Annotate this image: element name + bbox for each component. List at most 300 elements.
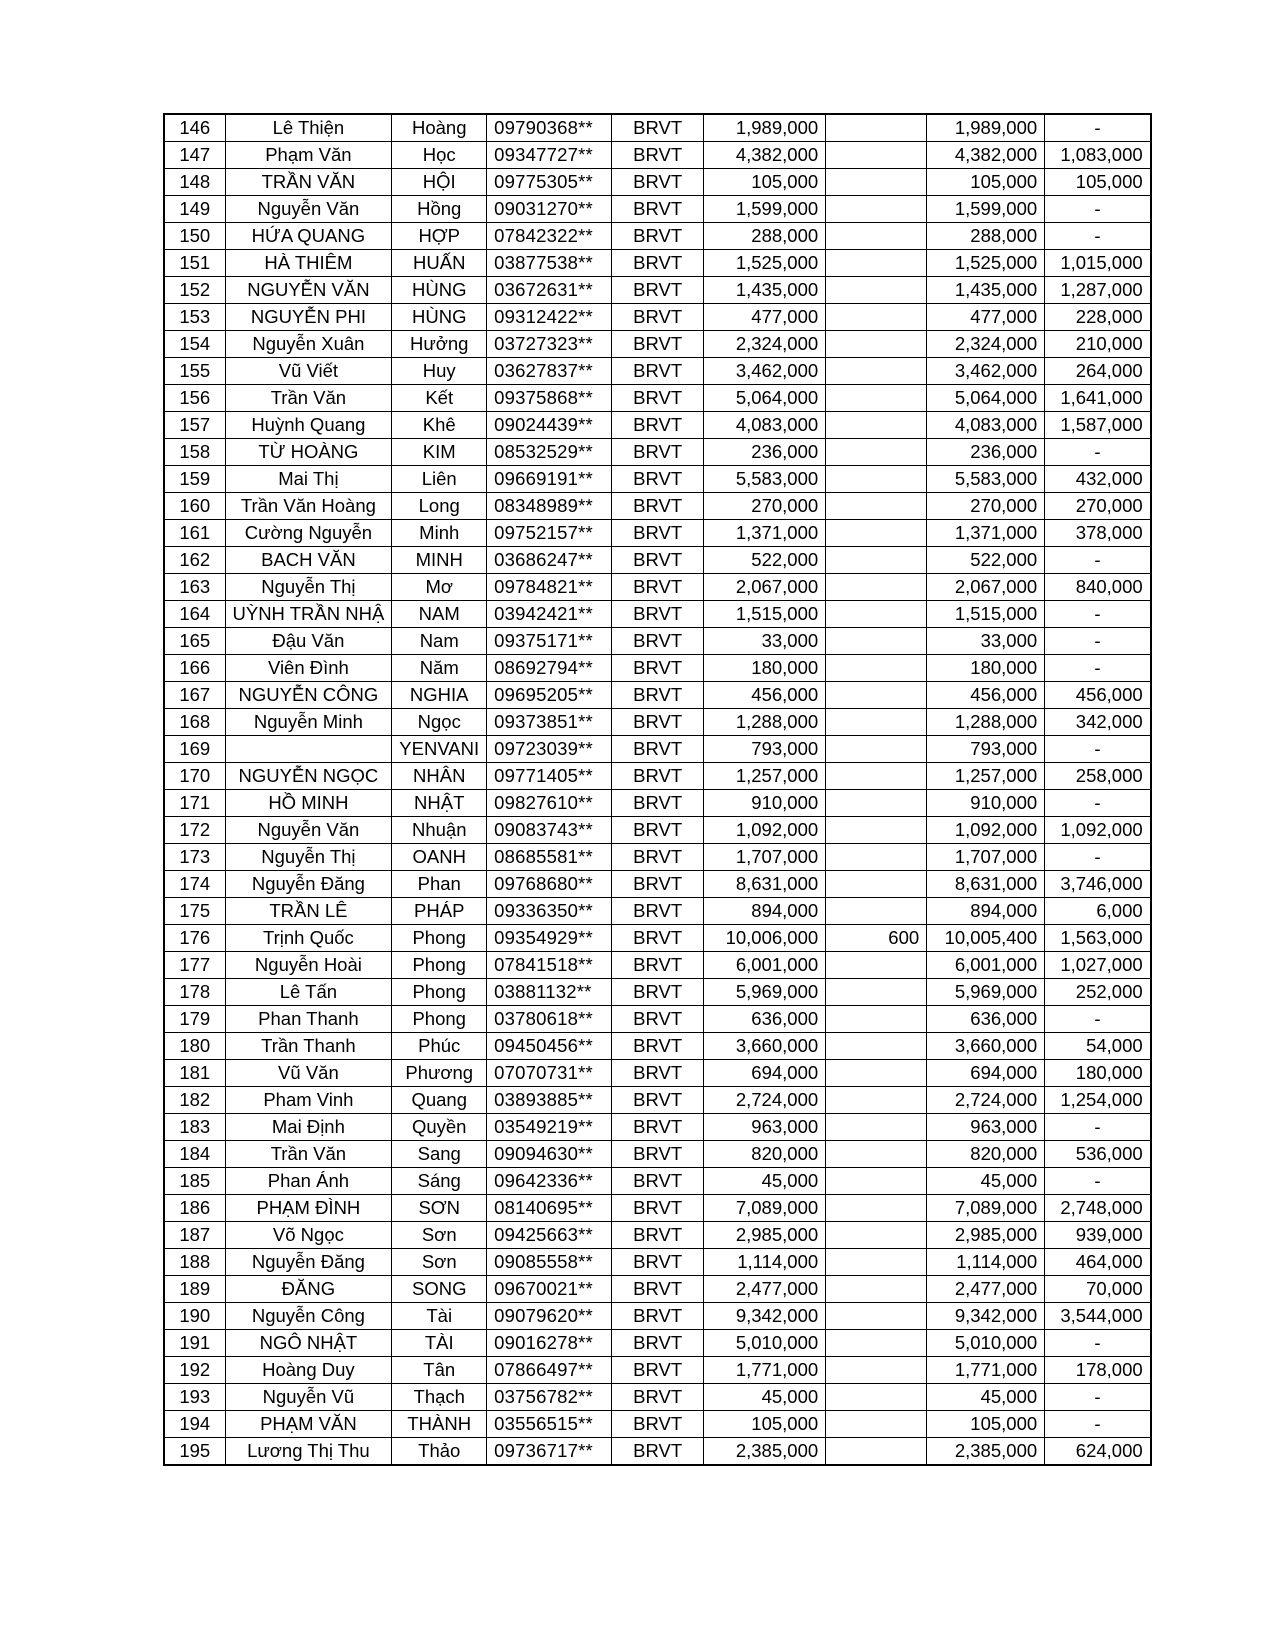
phone-number: 09083743** bbox=[487, 817, 612, 844]
last-name: Hoàng Duy bbox=[225, 1357, 392, 1384]
region: BRVT bbox=[612, 763, 704, 790]
region: BRVT bbox=[612, 790, 704, 817]
deduction bbox=[826, 250, 927, 277]
region: BRVT bbox=[612, 601, 704, 628]
first-name: MINH bbox=[392, 547, 487, 574]
region: BRVT bbox=[612, 1006, 704, 1033]
net-amount: 2,385,000 bbox=[927, 1438, 1045, 1466]
first-name: Nhuận bbox=[392, 817, 487, 844]
first-name: NHẬT bbox=[392, 790, 487, 817]
phone-number: 09347727** bbox=[487, 142, 612, 169]
table-row bbox=[164, 817, 1151, 844]
phone-number: 09670021** bbox=[487, 1276, 612, 1303]
phone-number: 09079620** bbox=[487, 1303, 612, 1330]
deduction bbox=[826, 1438, 927, 1466]
last-name: PHẠM ĐÌNH bbox=[225, 1195, 392, 1222]
region: BRVT bbox=[612, 1357, 704, 1384]
row-number: 188 bbox=[164, 1249, 225, 1276]
amount: 236,000 bbox=[704, 439, 826, 466]
amount: 456,000 bbox=[704, 682, 826, 709]
last-name: Mai Thị bbox=[225, 466, 392, 493]
row-number: 190 bbox=[164, 1303, 225, 1330]
last-name: HỨA QUANG bbox=[225, 223, 392, 250]
last-name: ĐĂNG bbox=[225, 1276, 392, 1303]
first-name: Thạch bbox=[392, 1384, 487, 1411]
region: BRVT bbox=[612, 952, 704, 979]
phone-number: 03780618** bbox=[487, 1006, 612, 1033]
extra-amount: 464,000 bbox=[1045, 1249, 1151, 1276]
phone-number: 03756782** bbox=[487, 1384, 612, 1411]
phone-number: 08348989** bbox=[487, 493, 612, 520]
extra-amount: 432,000 bbox=[1045, 466, 1151, 493]
first-name: Sơn bbox=[392, 1249, 487, 1276]
first-name: Phong bbox=[392, 979, 487, 1006]
row-number: 157 bbox=[164, 412, 225, 439]
first-name: Hưởng bbox=[392, 331, 487, 358]
phone-number: 09024439** bbox=[487, 412, 612, 439]
phone-number: 03727323** bbox=[487, 331, 612, 358]
table-row bbox=[164, 385, 1151, 412]
row-number: 172 bbox=[164, 817, 225, 844]
region: BRVT bbox=[612, 574, 704, 601]
table-row bbox=[164, 601, 1151, 628]
extra-amount: 1,641,000 bbox=[1045, 385, 1151, 412]
first-name: KIM bbox=[392, 439, 487, 466]
amount: 793,000 bbox=[704, 736, 826, 763]
net-amount: 1,371,000 bbox=[927, 520, 1045, 547]
first-name: SƠN bbox=[392, 1195, 487, 1222]
amount: 1,989,000 bbox=[704, 114, 826, 142]
amount: 1,525,000 bbox=[704, 250, 826, 277]
table-row bbox=[164, 1384, 1151, 1411]
phone-number: 03549219** bbox=[487, 1114, 612, 1141]
region: BRVT bbox=[612, 979, 704, 1006]
deduction bbox=[826, 1087, 927, 1114]
amount: 6,001,000 bbox=[704, 952, 826, 979]
row-number: 151 bbox=[164, 250, 225, 277]
phone-number: 09085558** bbox=[487, 1249, 612, 1276]
last-name: UỲNH TRẦN NHẬ bbox=[225, 601, 392, 628]
region: BRVT bbox=[612, 547, 704, 574]
net-amount: 288,000 bbox=[927, 223, 1045, 250]
last-name: Viên Đình bbox=[225, 655, 392, 682]
extra-amount: - bbox=[1045, 1384, 1151, 1411]
phone-number: 09827610** bbox=[487, 790, 612, 817]
last-name: Phan Ánh bbox=[225, 1168, 392, 1195]
extra-amount: 1,015,000 bbox=[1045, 250, 1151, 277]
net-amount: 820,000 bbox=[927, 1141, 1045, 1168]
phone-number: 09736717** bbox=[487, 1438, 612, 1466]
table-row bbox=[164, 547, 1151, 574]
last-name: Võ Ngọc bbox=[225, 1222, 392, 1249]
first-name: HUẤN bbox=[392, 250, 487, 277]
phone-number: 09354929** bbox=[487, 925, 612, 952]
table-row bbox=[164, 844, 1151, 871]
table-row bbox=[164, 1087, 1151, 1114]
row-number: 154 bbox=[164, 331, 225, 358]
region: BRVT bbox=[612, 439, 704, 466]
region: BRVT bbox=[612, 142, 704, 169]
deduction bbox=[826, 1141, 927, 1168]
extra-amount: - bbox=[1045, 736, 1151, 763]
row-number: 185 bbox=[164, 1168, 225, 1195]
last-name: Trần Văn bbox=[225, 385, 392, 412]
row-number: 149 bbox=[164, 196, 225, 223]
amount: 1,771,000 bbox=[704, 1357, 826, 1384]
phone-number: 09771405** bbox=[487, 763, 612, 790]
row-number: 162 bbox=[164, 547, 225, 574]
deduction bbox=[826, 1384, 927, 1411]
first-name: Khê bbox=[392, 412, 487, 439]
amount: 45,000 bbox=[704, 1168, 826, 1195]
row-number: 182 bbox=[164, 1087, 225, 1114]
amount: 2,985,000 bbox=[704, 1222, 826, 1249]
amount: 820,000 bbox=[704, 1141, 826, 1168]
table-row bbox=[164, 952, 1151, 979]
first-name: Nam bbox=[392, 628, 487, 655]
region: BRVT bbox=[612, 655, 704, 682]
extra-amount: 378,000 bbox=[1045, 520, 1151, 547]
row-number: 195 bbox=[164, 1438, 225, 1466]
row-number: 156 bbox=[164, 385, 225, 412]
amount: 1,707,000 bbox=[704, 844, 826, 871]
amount: 5,010,000 bbox=[704, 1330, 826, 1357]
net-amount: 2,324,000 bbox=[927, 331, 1045, 358]
last-name: Mai Định bbox=[225, 1114, 392, 1141]
table-row bbox=[164, 1357, 1151, 1384]
table-row bbox=[164, 1411, 1151, 1438]
deduction bbox=[826, 871, 927, 898]
net-amount: 1,257,000 bbox=[927, 763, 1045, 790]
first-name: Quang bbox=[392, 1087, 487, 1114]
deduction bbox=[826, 709, 927, 736]
table-row bbox=[164, 412, 1151, 439]
last-name: NGUYỄN NGỌC bbox=[225, 763, 392, 790]
first-name: YENVANI bbox=[392, 736, 487, 763]
table-row bbox=[164, 196, 1151, 223]
extra-amount: 70,000 bbox=[1045, 1276, 1151, 1303]
table-row bbox=[164, 358, 1151, 385]
region: BRVT bbox=[612, 682, 704, 709]
phone-number: 09450456** bbox=[487, 1033, 612, 1060]
net-amount: 477,000 bbox=[927, 304, 1045, 331]
phone-number: 09752157** bbox=[487, 520, 612, 547]
region: BRVT bbox=[612, 1222, 704, 1249]
table-row bbox=[164, 304, 1151, 331]
row-number: 168 bbox=[164, 709, 225, 736]
deduction bbox=[826, 385, 927, 412]
table-row bbox=[164, 1330, 1151, 1357]
amount: 522,000 bbox=[704, 547, 826, 574]
phone-number: 09016278** bbox=[487, 1330, 612, 1357]
last-name: TRẦN VĂN bbox=[225, 169, 392, 196]
row-number: 192 bbox=[164, 1357, 225, 1384]
table-row bbox=[164, 763, 1151, 790]
table-row bbox=[164, 1114, 1151, 1141]
row-number: 194 bbox=[164, 1411, 225, 1438]
net-amount: 1,435,000 bbox=[927, 277, 1045, 304]
extra-amount: 252,000 bbox=[1045, 979, 1151, 1006]
amount: 180,000 bbox=[704, 655, 826, 682]
table-row bbox=[164, 1249, 1151, 1276]
row-number: 153 bbox=[164, 304, 225, 331]
first-name: Thảo bbox=[392, 1438, 487, 1466]
first-name: Sáng bbox=[392, 1168, 487, 1195]
region: BRVT bbox=[612, 871, 704, 898]
table-row bbox=[164, 1060, 1151, 1087]
extra-amount: 456,000 bbox=[1045, 682, 1151, 709]
amount: 5,064,000 bbox=[704, 385, 826, 412]
table-row bbox=[164, 142, 1151, 169]
last-name: Phạm Văn bbox=[225, 142, 392, 169]
last-name: Nguyễn Đăng bbox=[225, 871, 392, 898]
amount: 694,000 bbox=[704, 1060, 826, 1087]
row-number: 176 bbox=[164, 925, 225, 952]
region: BRVT bbox=[612, 898, 704, 925]
net-amount: 636,000 bbox=[927, 1006, 1045, 1033]
last-name: Nguyễn Thị bbox=[225, 844, 392, 871]
last-name: NGUYỄN PHI bbox=[225, 304, 392, 331]
net-amount: 6,001,000 bbox=[927, 952, 1045, 979]
extra-amount: 105,000 bbox=[1045, 169, 1151, 196]
amount: 105,000 bbox=[704, 169, 826, 196]
region: BRVT bbox=[612, 1384, 704, 1411]
table-row bbox=[164, 1006, 1151, 1033]
phone-number: 09094630** bbox=[487, 1141, 612, 1168]
deduction bbox=[826, 817, 927, 844]
row-number: 181 bbox=[164, 1060, 225, 1087]
region: BRVT bbox=[612, 1141, 704, 1168]
net-amount: 4,083,000 bbox=[927, 412, 1045, 439]
amount: 3,660,000 bbox=[704, 1033, 826, 1060]
last-name: NGUYỄN CÔNG bbox=[225, 682, 392, 709]
table-row bbox=[164, 736, 1151, 763]
extra-amount: - bbox=[1045, 1114, 1151, 1141]
extra-amount: 228,000 bbox=[1045, 304, 1151, 331]
net-amount: 4,382,000 bbox=[927, 142, 1045, 169]
region: BRVT bbox=[612, 250, 704, 277]
amount: 1,371,000 bbox=[704, 520, 826, 547]
last-name: Nguyễn Văn bbox=[225, 196, 392, 223]
deduction bbox=[826, 466, 927, 493]
last-name: Nguyễn Văn bbox=[225, 817, 392, 844]
region: BRVT bbox=[612, 1303, 704, 1330]
last-name: Vũ Văn bbox=[225, 1060, 392, 1087]
region: BRVT bbox=[612, 520, 704, 547]
first-name: Huy bbox=[392, 358, 487, 385]
net-amount: 33,000 bbox=[927, 628, 1045, 655]
net-amount: 105,000 bbox=[927, 169, 1045, 196]
deduction bbox=[826, 493, 927, 520]
last-name: Vũ Viết bbox=[225, 358, 392, 385]
phone-number: 08692794** bbox=[487, 655, 612, 682]
amount: 1,435,000 bbox=[704, 277, 826, 304]
last-name: Đậu Văn bbox=[225, 628, 392, 655]
amount: 894,000 bbox=[704, 898, 826, 925]
table-row bbox=[164, 1195, 1151, 1222]
amount: 2,067,000 bbox=[704, 574, 826, 601]
first-name: Phong bbox=[392, 925, 487, 952]
last-name: Nguyễn Công bbox=[225, 1303, 392, 1330]
amount: 1,092,000 bbox=[704, 817, 826, 844]
net-amount: 8,631,000 bbox=[927, 871, 1045, 898]
region: BRVT bbox=[612, 114, 704, 142]
row-number: 191 bbox=[164, 1330, 225, 1357]
region: BRVT bbox=[612, 1249, 704, 1276]
extra-amount: 624,000 bbox=[1045, 1438, 1151, 1466]
table-row bbox=[164, 709, 1151, 736]
row-number: 152 bbox=[164, 277, 225, 304]
deduction bbox=[826, 223, 927, 250]
net-amount: 1,599,000 bbox=[927, 196, 1045, 223]
phone-number: 09642336** bbox=[487, 1168, 612, 1195]
row-number: 167 bbox=[164, 682, 225, 709]
extra-amount: 3,544,000 bbox=[1045, 1303, 1151, 1330]
deduction bbox=[826, 1006, 927, 1033]
region: BRVT bbox=[612, 169, 704, 196]
last-name: Nguyễn Thị bbox=[225, 574, 392, 601]
extra-amount: - bbox=[1045, 1168, 1151, 1195]
amount: 963,000 bbox=[704, 1114, 826, 1141]
row-number: 189 bbox=[164, 1276, 225, 1303]
first-name: Năm bbox=[392, 655, 487, 682]
extra-amount: 2,748,000 bbox=[1045, 1195, 1151, 1222]
deduction bbox=[826, 1060, 927, 1087]
extra-amount: - bbox=[1045, 790, 1151, 817]
deduction bbox=[826, 1249, 927, 1276]
last-name: Nguyễn Xuân bbox=[225, 331, 392, 358]
net-amount: 1,771,000 bbox=[927, 1357, 1045, 1384]
row-number: 166 bbox=[164, 655, 225, 682]
last-name: PHẠM VĂN bbox=[225, 1411, 392, 1438]
extra-amount: 1,563,000 bbox=[1045, 925, 1151, 952]
phone-number: 09669191** bbox=[487, 466, 612, 493]
extra-amount: - bbox=[1045, 439, 1151, 466]
first-name: THÀNH bbox=[392, 1411, 487, 1438]
first-name: SONG bbox=[392, 1276, 487, 1303]
extra-amount: 264,000 bbox=[1045, 358, 1151, 385]
extra-amount: - bbox=[1045, 601, 1151, 628]
table-row bbox=[164, 493, 1151, 520]
deduction bbox=[826, 304, 927, 331]
row-number: 164 bbox=[164, 601, 225, 628]
amount: 33,000 bbox=[704, 628, 826, 655]
first-name: Sang bbox=[392, 1141, 487, 1168]
first-name: Minh bbox=[392, 520, 487, 547]
amount: 1,515,000 bbox=[704, 601, 826, 628]
phone-number: 09723039** bbox=[487, 736, 612, 763]
first-name: HỘI bbox=[392, 169, 487, 196]
last-name: Huỳnh Quang bbox=[225, 412, 392, 439]
net-amount: 1,989,000 bbox=[927, 114, 1045, 142]
table-row bbox=[164, 655, 1151, 682]
row-number: 177 bbox=[164, 952, 225, 979]
first-name: Học bbox=[392, 142, 487, 169]
net-amount: 7,089,000 bbox=[927, 1195, 1045, 1222]
net-amount: 180,000 bbox=[927, 655, 1045, 682]
net-amount: 1,707,000 bbox=[927, 844, 1045, 871]
row-number: 174 bbox=[164, 871, 225, 898]
amount: 4,083,000 bbox=[704, 412, 826, 439]
first-name: Tài bbox=[392, 1303, 487, 1330]
extra-amount: 210,000 bbox=[1045, 331, 1151, 358]
payment-table bbox=[163, 113, 1152, 1466]
amount: 1,288,000 bbox=[704, 709, 826, 736]
table-row bbox=[164, 1303, 1151, 1330]
region: BRVT bbox=[612, 1411, 704, 1438]
phone-number: 09790368** bbox=[487, 114, 612, 142]
row-number: 150 bbox=[164, 223, 225, 250]
net-amount: 2,724,000 bbox=[927, 1087, 1045, 1114]
net-amount: 910,000 bbox=[927, 790, 1045, 817]
last-name: Nguyễn Đăng bbox=[225, 1249, 392, 1276]
amount: 1,114,000 bbox=[704, 1249, 826, 1276]
amount: 2,324,000 bbox=[704, 331, 826, 358]
first-name: Phong bbox=[392, 952, 487, 979]
extra-amount: - bbox=[1045, 1330, 1151, 1357]
table-row bbox=[164, 979, 1151, 1006]
table-row bbox=[164, 169, 1151, 196]
table-row bbox=[164, 520, 1151, 547]
row-number: 178 bbox=[164, 979, 225, 1006]
extra-amount: 180,000 bbox=[1045, 1060, 1151, 1087]
last-name: Lê Tấn bbox=[225, 979, 392, 1006]
last-name: TRẦN LÊ bbox=[225, 898, 392, 925]
last-name bbox=[225, 736, 392, 763]
extra-amount: 1,083,000 bbox=[1045, 142, 1151, 169]
extra-amount: 270,000 bbox=[1045, 493, 1151, 520]
table-row bbox=[164, 250, 1151, 277]
row-number: 158 bbox=[164, 439, 225, 466]
amount: 2,477,000 bbox=[704, 1276, 826, 1303]
row-number: 183 bbox=[164, 1114, 225, 1141]
region: BRVT bbox=[612, 331, 704, 358]
first-name: Phúc bbox=[392, 1033, 487, 1060]
region: BRVT bbox=[612, 223, 704, 250]
phone-number: 09784821** bbox=[487, 574, 612, 601]
extra-amount: - bbox=[1045, 655, 1151, 682]
last-name: Nguyễn Vũ bbox=[225, 1384, 392, 1411]
deduction bbox=[826, 1195, 927, 1222]
region: BRVT bbox=[612, 709, 704, 736]
phone-number: 07842322** bbox=[487, 223, 612, 250]
extra-amount: - bbox=[1045, 1411, 1151, 1438]
region: BRVT bbox=[612, 925, 704, 952]
deduction bbox=[826, 114, 927, 142]
table-row bbox=[164, 114, 1151, 142]
net-amount: 5,010,000 bbox=[927, 1330, 1045, 1357]
last-name: NGÔ NHẬT bbox=[225, 1330, 392, 1357]
row-number: 187 bbox=[164, 1222, 225, 1249]
deduction bbox=[826, 952, 927, 979]
extra-amount: - bbox=[1045, 547, 1151, 574]
phone-number: 07866497** bbox=[487, 1357, 612, 1384]
row-number: 170 bbox=[164, 763, 225, 790]
table-row bbox=[164, 1141, 1151, 1168]
row-number: 186 bbox=[164, 1195, 225, 1222]
region: BRVT bbox=[612, 1438, 704, 1466]
row-number: 184 bbox=[164, 1141, 225, 1168]
phone-number: 09373851** bbox=[487, 709, 612, 736]
first-name: Long bbox=[392, 493, 487, 520]
deduction bbox=[826, 1357, 927, 1384]
net-amount: 522,000 bbox=[927, 547, 1045, 574]
last-name: Lương Thị Thu bbox=[225, 1438, 392, 1466]
extra-amount: - bbox=[1045, 1006, 1151, 1033]
extra-amount: 840,000 bbox=[1045, 574, 1151, 601]
first-name: OANH bbox=[392, 844, 487, 871]
net-amount: 1,515,000 bbox=[927, 601, 1045, 628]
